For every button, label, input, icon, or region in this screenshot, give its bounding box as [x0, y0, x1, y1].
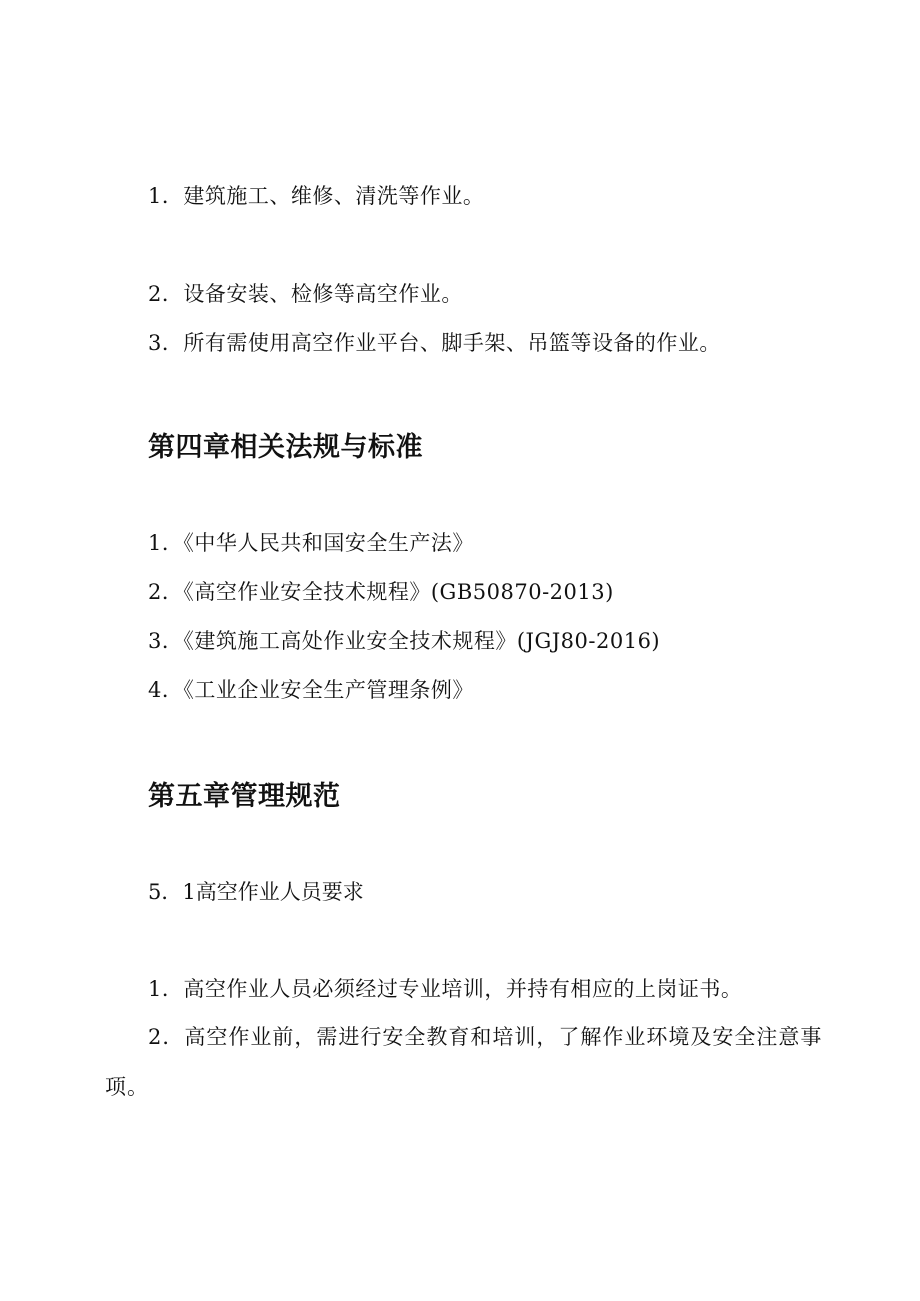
regulation-item-4: 4．《工业企业安全生产管理条例》 — [148, 678, 474, 702]
requirement-item-1: 1．高空作业人员必须经过专业培训，并持有相应的上岗证书。 — [148, 977, 743, 1001]
regulation-item-1: 1．《中华人民共和国安全生产法》 — [148, 531, 474, 555]
chapter-4-title: 第四章相关法规与标准 — [148, 432, 423, 463]
scope-item-2: 2．设备安装、检修等高空作业。 — [148, 282, 463, 306]
scope-item-3: 3．所有需使用高空作业平台、脚手架、吊篮等设备的作业。 — [148, 331, 721, 355]
requirement-item-2: 2．高空作业前，需进行安全教育和培训，了解作业环境及安全注意事项。 — [105, 1025, 823, 1099]
section-5-1-title: 5．1高空作业人员要求 — [148, 880, 364, 904]
chapter-5-title: 第五章管理规范 — [148, 781, 341, 812]
scope-item-1: 1．建筑施工、维修、清洗等作业。 — [148, 184, 485, 208]
regulation-item-3: 3．《建筑施工高处作业安全技术规程》(JGJ80-2016) — [148, 629, 661, 653]
regulation-item-2: 2．《高空作业安全技术规程》(GB50870-2013) — [148, 580, 614, 604]
